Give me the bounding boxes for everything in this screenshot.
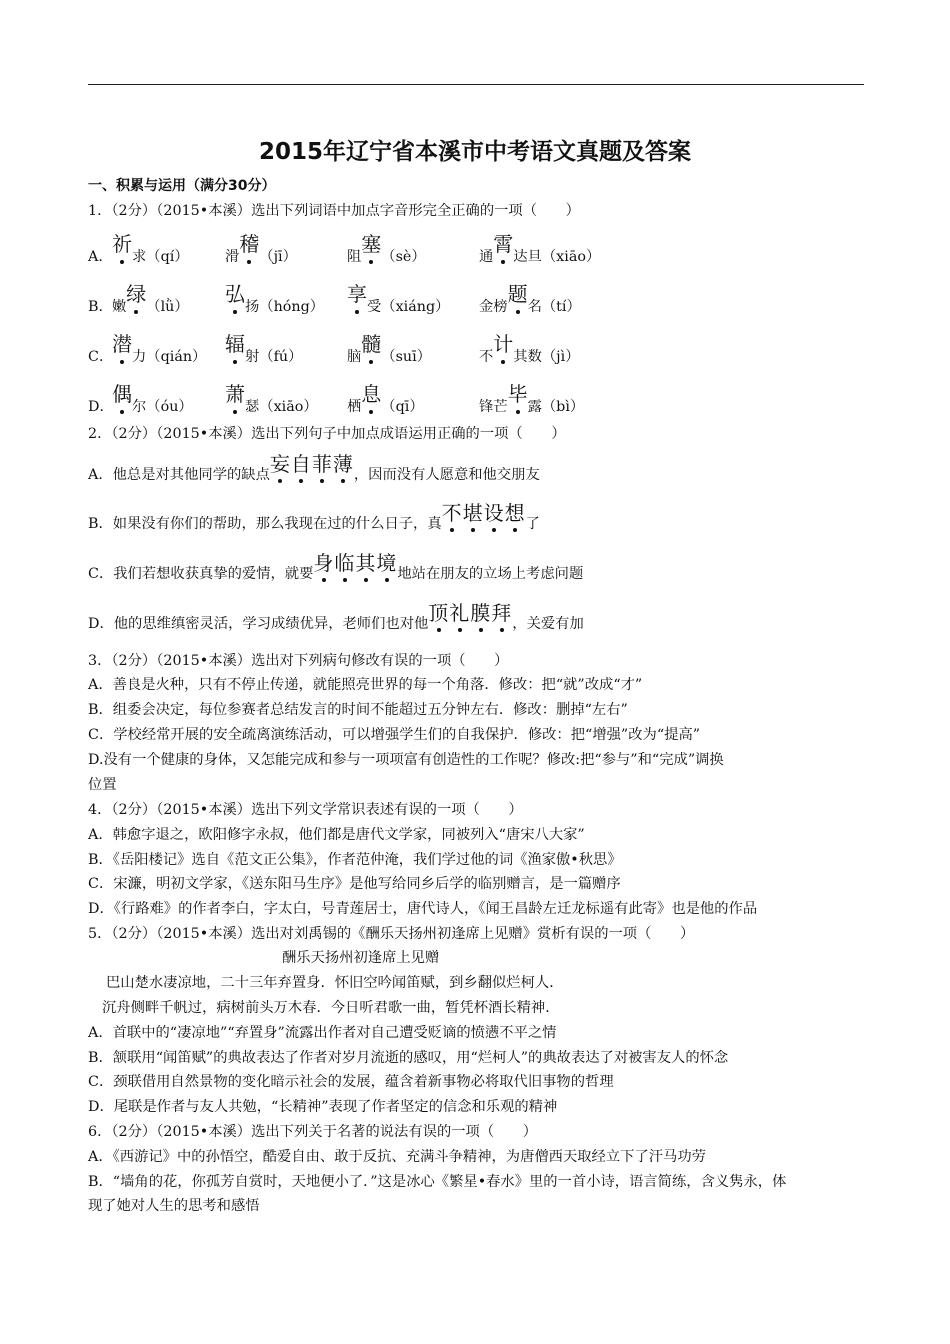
q5-option: D．尾联是作者与友人共勉，“长精神”表现了作者坚定的信念和乐观的精神 bbox=[88, 1099, 558, 1115]
word-suffix-pinyin: 名（tí） bbox=[527, 299, 581, 315]
dotted-character: 偶 bbox=[112, 378, 132, 407]
idiom-character: 薄 bbox=[332, 452, 354, 476]
sentence-start: B．如果没有你们的帮助，那么我现在过的什么日子，真 bbox=[88, 516, 442, 532]
header-rule bbox=[88, 84, 864, 85]
q3-option: C．学校经常开展的安全疏离演练活动，可以增强学生们的自我保护．修改：把“增强”改为“提高” bbox=[88, 727, 701, 743]
word-prefix: 脑 bbox=[347, 349, 362, 365]
idiom-character: 拜 bbox=[491, 601, 513, 625]
word-suffix-pinyin: 求（qí） bbox=[132, 249, 189, 265]
word-suffix-pinyin: 瑟（xiāo） bbox=[245, 399, 318, 415]
q2-stem: 2．（2分）（2015•本溪）选出下列句子中加点成语运用正确的一项（ ） bbox=[88, 426, 566, 442]
word-item bbox=[347, 326, 431, 374]
word-suffix-pinyin: 露（bì） bbox=[527, 399, 585, 415]
q1-option bbox=[88, 376, 878, 424]
word-item bbox=[479, 226, 600, 274]
idiom-character: 想 bbox=[504, 501, 526, 525]
word-prefix: 不 bbox=[479, 349, 494, 365]
word-item bbox=[479, 376, 584, 424]
q5-option: B．颔联用“闻笛赋”的典故表达了作者对岁月流逝的感叹，用“烂柯人”的典故表达了对被害友人的怀念 bbox=[88, 1050, 729, 1066]
q2-option bbox=[88, 501, 878, 545]
sentence-start: D．他的思维缜密灵活，学习成绩优异，老师们也对他 bbox=[88, 616, 429, 632]
q3-option: B．组委会决定，每位参赛者总结发言的时间不能超过五分钟左右．修改：删掉“左右” bbox=[88, 702, 628, 718]
q2-option bbox=[88, 551, 878, 595]
q1-stem: 1．（2分）（2015•本溪）选出下列词语中加点字音形完全正确的一项（ ） bbox=[88, 203, 580, 219]
dotted-character: 髓 bbox=[361, 328, 381, 357]
word-item bbox=[112, 226, 189, 274]
dotted-character: 霄 bbox=[493, 228, 513, 257]
q3-option: D.没有一个健康的身体，又怎能完成和参与一项项富有创造性的工作呢？修改:把“参与”和“完成”调换 bbox=[88, 752, 724, 768]
q4-option: A．韩愈字退之，欧阳修字永叔，他们都是唐代文学家，同被列入“唐宋八大家” bbox=[88, 827, 585, 843]
q2-option bbox=[88, 452, 878, 496]
section-heading: 一、积累与运用（满分30分） bbox=[88, 178, 276, 194]
dotted-character: 毕 bbox=[508, 378, 528, 407]
word-item bbox=[347, 376, 424, 424]
dotted-idiom bbox=[442, 503, 526, 523]
idiom-character: 自 bbox=[290, 452, 312, 476]
word-item bbox=[112, 376, 193, 424]
idiom-character: 其 bbox=[355, 551, 377, 575]
dotted-character: 祈 bbox=[112, 228, 132, 257]
word-item bbox=[112, 276, 189, 324]
q5-stem: 5．（2分）（2015•本溪）选出对刘禹锡的《酬乐天扬州初逢席上见赠》赏析有误的一项（ ） bbox=[88, 926, 695, 942]
dotted-character: 计 bbox=[493, 328, 513, 357]
idiom-character: 妄 bbox=[269, 452, 291, 476]
word-suffix-pinyin: （qī） bbox=[381, 399, 424, 415]
word-suffix-pinyin: 扬（hóng） bbox=[245, 299, 325, 315]
word-suffix-pinyin: （lǜ） bbox=[146, 299, 189, 315]
word-item bbox=[225, 326, 302, 374]
word-item bbox=[347, 276, 449, 324]
idiom-character: 堪 bbox=[462, 501, 484, 525]
q2-option bbox=[88, 601, 878, 645]
idiom-character: 礼 bbox=[449, 601, 471, 625]
dotted-character: 辐 bbox=[225, 328, 245, 357]
option-label: D． bbox=[88, 399, 114, 415]
q6-stem: 6．（2分）（2015•本溪）选出下列关于名著的说法有误的一项（ ） bbox=[88, 1124, 538, 1140]
dotted-character: 塞 bbox=[361, 228, 381, 257]
idiom-character: 临 bbox=[334, 551, 356, 575]
poem-title: 酬乐天扬州初逢席上见赠 bbox=[282, 950, 440, 966]
word-suffix-pinyin: 力（qián） bbox=[132, 349, 207, 365]
word-prefix: 锋芒 bbox=[479, 399, 508, 415]
word-item bbox=[479, 326, 580, 374]
q4-option: B．《岳阳楼记》选自《范文正公集》，作者范仲淹，我们学过他的词《渔家傲•秋思》 bbox=[88, 852, 622, 868]
document-title: 2015年辽宁省本溪市中考语文真题及答案 bbox=[258, 139, 691, 165]
word-suffix-pinyin: 射（fú） bbox=[245, 349, 303, 365]
q4-stem: 4．（2分）（2015•本溪）选出下列文学常识表述有误的一项（ ） bbox=[88, 802, 523, 818]
word-suffix-pinyin: 受（xiáng） bbox=[367, 299, 450, 315]
sentence-end: 地站在朋友的立场上考虑问题 bbox=[397, 566, 584, 582]
idiom-character: 菲 bbox=[311, 452, 333, 476]
word-suffix-pinyin: 其数（jì） bbox=[513, 349, 580, 365]
word-item bbox=[347, 226, 426, 274]
dotted-character: 题 bbox=[508, 278, 528, 307]
dotted-character: 享 bbox=[347, 278, 367, 307]
word-suffix-pinyin: 达旦（xiāo） bbox=[513, 249, 601, 265]
q6-option-cont: 现了她对人生的思考和感悟 bbox=[88, 1198, 260, 1214]
word-prefix: 通 bbox=[479, 249, 494, 265]
q1-option bbox=[88, 226, 878, 274]
q1-option bbox=[88, 276, 878, 324]
idiom-character: 不 bbox=[441, 501, 463, 525]
option-label: C． bbox=[88, 349, 114, 365]
idiom-character: 设 bbox=[483, 501, 505, 525]
word-prefix: 滑 bbox=[225, 249, 240, 265]
poem-line: 沉舟侧畔千帆过，病树前头万木春．今日听君歌一曲，暂凭杯酒长精神． bbox=[102, 1000, 560, 1016]
sentence-end: ，关爱有加 bbox=[512, 616, 584, 632]
word-suffix-pinyin: （sè） bbox=[381, 249, 426, 265]
dotted-character: 绿 bbox=[126, 278, 146, 307]
sentence-end: 了 bbox=[525, 516, 540, 532]
dotted-idiom bbox=[313, 553, 397, 573]
word-prefix: 阻 bbox=[347, 249, 362, 265]
q5-option: C．颈联借用自然景物的变化暗示社会的发展，蕴含着新事物必将取代旧事物的哲理 bbox=[88, 1074, 614, 1090]
dotted-character: 息 bbox=[361, 378, 381, 407]
word-suffix-pinyin: （jī） bbox=[259, 249, 297, 265]
dotted-character: 弘 bbox=[225, 278, 245, 307]
q4-option: C．宋濂，明初文学家，《送东阳马生序》是他写给同乡后学的临别赠言，是一篇赠序 bbox=[88, 876, 621, 892]
option-label: B． bbox=[88, 299, 113, 315]
q6-option: A．《西游记》中的孙悟空，酷爱自由、敢于反抗、充满斗争精神，为唐僧西天取经立下了汗马功劳 bbox=[88, 1149, 706, 1165]
idiom-character: 膜 bbox=[470, 601, 492, 625]
q4-option: D．《行路难》的作者李白，字太白，号青莲居士，唐代诗人，《闻王昌龄左迁龙标遥有此寄》也是他的作品 bbox=[88, 901, 758, 917]
q3-stem: 3．（2分）（2015•本溪）选出对下列病句修改有误的一项（ ） bbox=[88, 653, 509, 669]
dotted-idiom bbox=[270, 454, 354, 474]
sentence-end: ，因而没有人愿意和他交朋友 bbox=[353, 467, 540, 483]
word-item bbox=[479, 276, 581, 324]
sentence-start: A．他总是对其他同学的缺点 bbox=[88, 467, 270, 483]
idiom-character: 身 bbox=[313, 551, 335, 575]
dotted-character: 稽 bbox=[239, 228, 259, 257]
q1-option bbox=[88, 326, 878, 374]
dotted-character: 潜 bbox=[112, 328, 132, 357]
sentence-start: C．我们若想收获真挚的爱情，就要 bbox=[88, 566, 314, 582]
poem-line: 巴山楚水凄凉地，二十三年弃置身．怀旧空吟闻笛赋，到乡翻似烂柯人． bbox=[106, 975, 564, 991]
word-item bbox=[112, 326, 206, 374]
q3-option: A．善良是火种，只有不停止传递，就能照亮世界的每一个角落．修改：把“就”改成“才” bbox=[88, 677, 643, 693]
word-prefix: 金榜 bbox=[479, 299, 508, 315]
idiom-character: 顶 bbox=[428, 601, 450, 625]
word-prefix: 嫩 bbox=[112, 299, 127, 315]
option-label: A． bbox=[88, 249, 113, 265]
word-item bbox=[225, 276, 324, 324]
word-suffix-pinyin: 尔（óu） bbox=[132, 399, 193, 415]
q5-option: A．首联中的“凄凉地”“弃置身”流露出作者对自己遭受贬谪的愤懑不平之情 bbox=[88, 1025, 557, 1041]
word-suffix-pinyin: （suī） bbox=[381, 349, 432, 365]
word-item bbox=[225, 376, 318, 424]
q6-option: B．“墙角的花，你孤芳自赏时，天地便小了．”这是冰心《繁星•春水》里的一首小诗，语言简练，含义隽永，体 bbox=[88, 1174, 787, 1190]
word-prefix: 栖 bbox=[347, 399, 362, 415]
idiom-character: 境 bbox=[376, 551, 398, 575]
dotted-idiom bbox=[428, 603, 512, 623]
dotted-character: 萧 bbox=[225, 378, 245, 407]
q3-option-cont: 位置 bbox=[88, 777, 117, 793]
word-item bbox=[225, 226, 297, 274]
